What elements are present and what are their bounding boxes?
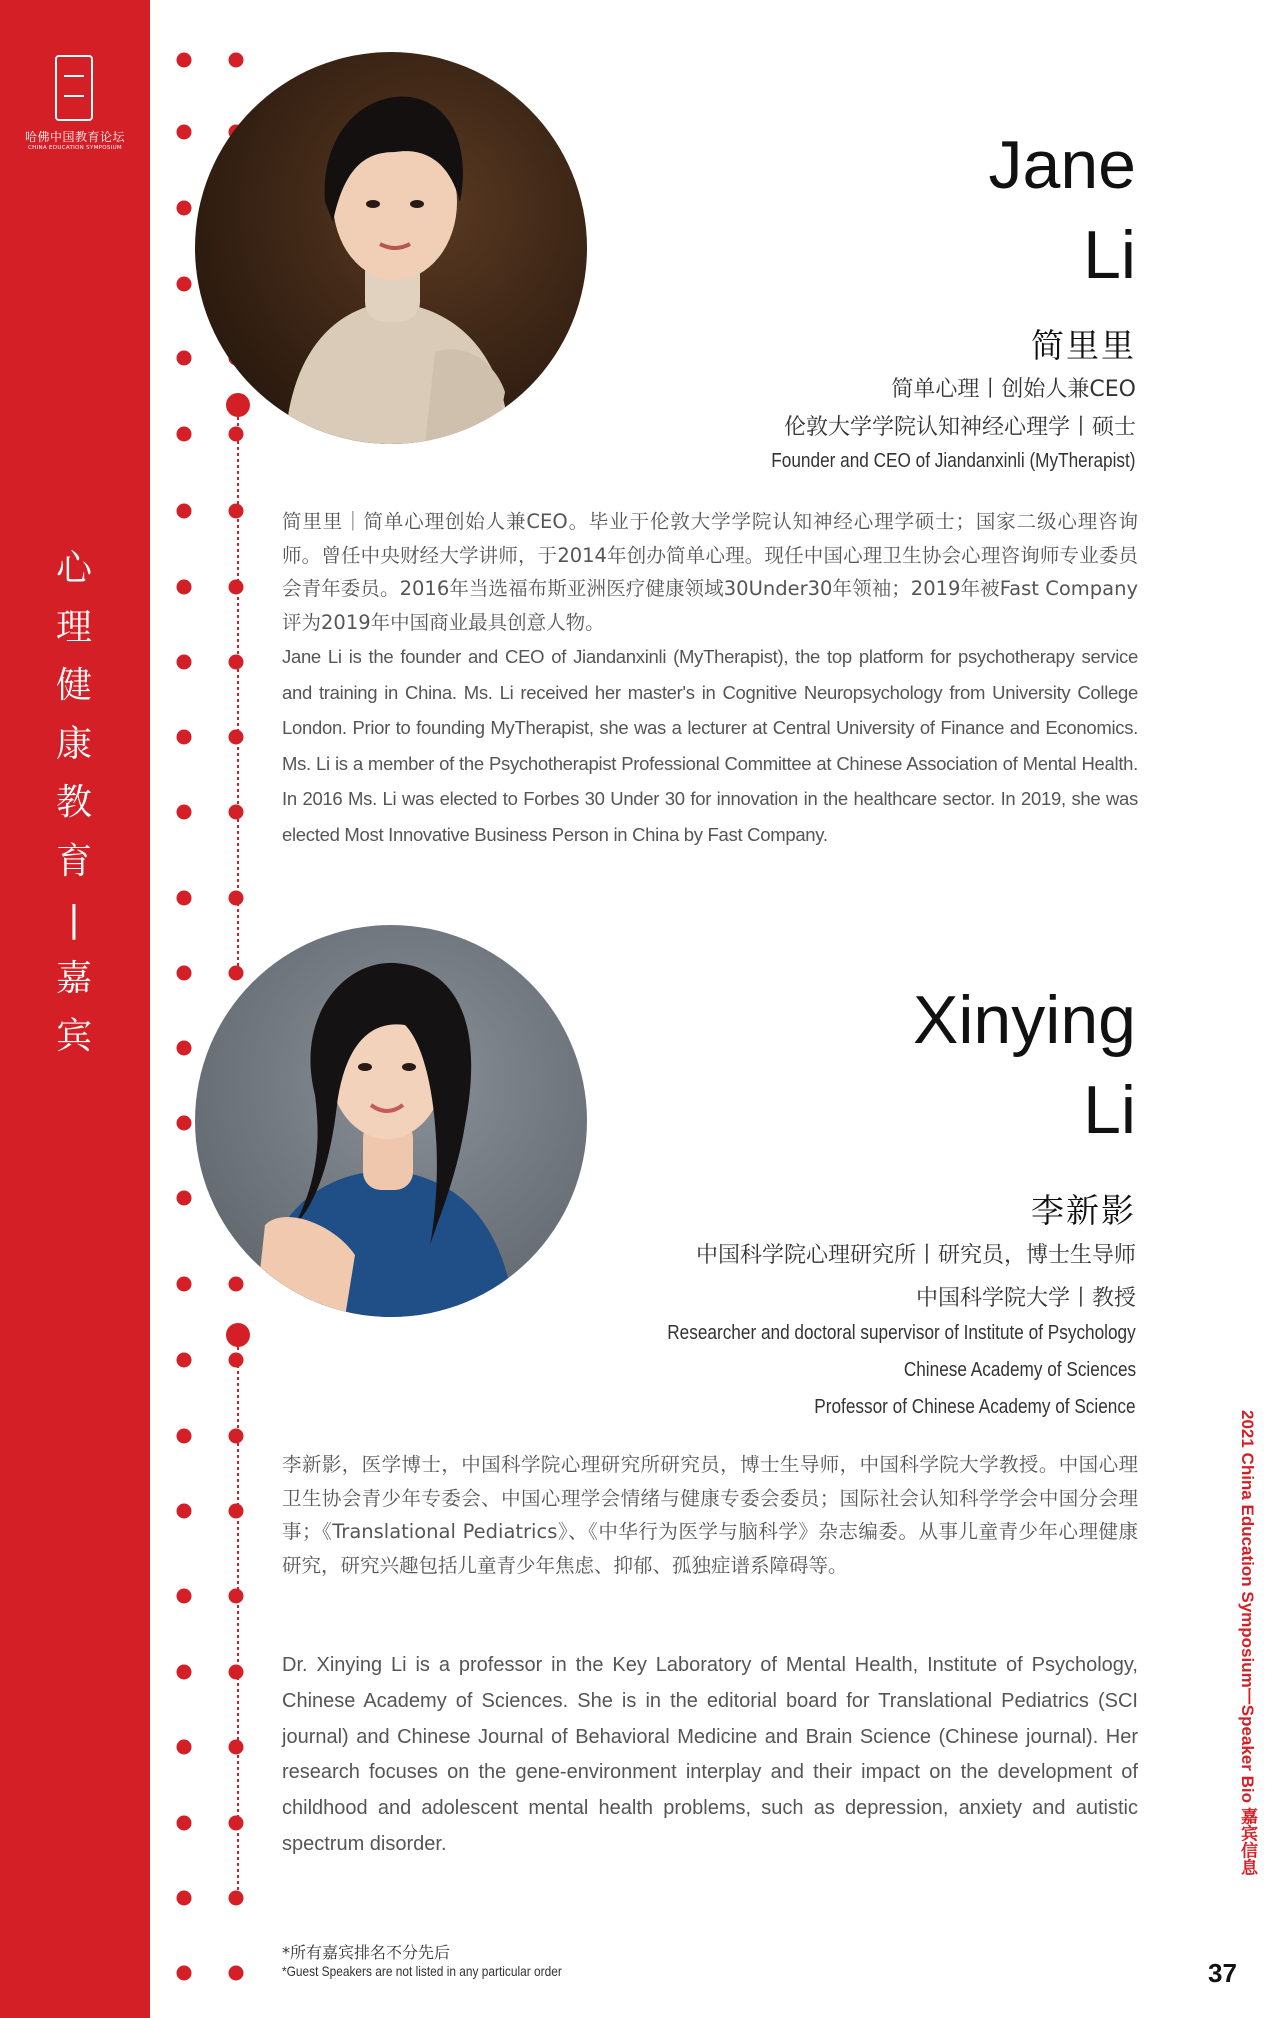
speaker-bio-cn: 李新影，医学博士，中国科学院心理研究所研究员，博士生导师，中国科学院大学教授。中国心理卫生协会青少年专委会、中国心理学会情绪与健康专委会委员；国际社会认知科学学会中国分会理事；《Translational Pediatrics》、《中华行为医学与脑科学》杂志编委。从事儿童青少年心理健康研究，研究兴趣包括儿童青少年焦虑、抑郁、孤独症谱系障碍等。 — [282, 1453, 1138, 1577]
section-title: 心 理 健 康 教 育 | 嘉 宾 — [55, 548, 92, 1057]
page-number: 37 — [1208, 1958, 1237, 1988]
right-side-banner: 2021 China Education Symposium丨Speaker Bio 嘉宾信息 — [1238, 1410, 1257, 1876]
logo-text-en: CHINA EDUCATION SYMPOSIUM — [28, 145, 122, 151]
speaker-photo-xinying-li — [195, 925, 587, 1317]
portrait-illustration — [195, 52, 587, 444]
speaker-cn-name: 李新影 — [1031, 1191, 1136, 1230]
speaker-photo-jane-li — [195, 52, 587, 444]
logo-text-cn: 哈佛中国教育论坛 — [24, 130, 125, 144]
speaker-bio-en: Dr. Xinying Li is a professor in the Key Laboratory of Mental Health, Institute of Psychology, Chinese Academy of Sciences. She is in the editorial board for Translational Pediatrics (SCI journal) and Chinese Journal of Behavioral Medicine and Brain Science (Chinese journal). Her research focuses on the gene-environment interplay and their impact on the development of childhood and adolescent mental health problems, such as depression, anxiety and autistic spectrum disorder. — [282, 1654, 1138, 1855]
speaker-bio-en: Jane Li is the founder and CEO of Jiandanxinli (MyTherapist), the top platform for psychotherapy service and training in China. Ms. Li received her master's in Cognitive Neuropsychology from University College London. Prior to founding MyTherapist, she was a lecturer at Central University of Finance and Economics. Ms. Li is a member of the Psychotherapist Professional Committee at Chinese Association of Mental Health. In 2016 Ms. Li was elected to Forbes 30 Under 30 for innovation in the healthcare sector. In 2019, she was elected Most Innovative Business Person in China by Fast Company. — [282, 646, 1138, 845]
speaker-title-cn: 简单心理丨创始人兼CEO — [891, 377, 1136, 402]
speaker-title-cn: 中国科学院大学丨教授 — [915, 1286, 1136, 1311]
footnote-en: *Guest Speakers are not listed in any particular order — [282, 1963, 562, 1979]
speaker-bio-cn: 简里里｜简单心理创始人兼CEO。毕业于伦敦大学学院认知神经心理学硕士；国家二级心理咨询师。曾任中央财经大学讲师，于2014年创办简单心理。现任中国心理卫生协会心理咨询师专业委员会青年委员。2016年当选福布斯亚洲医疗健康领域30Under30年领袖；2019年被Fast Company评为2019年中国商业最具创意人物。 — [282, 510, 1138, 634]
speaker-cn-name: 简里里 — [1031, 326, 1136, 365]
speaker-title-cn: 中国科学院心理研究所丨研究员，博士生导师 — [695, 1243, 1136, 1268]
speaker-last-name: Li — [1083, 1072, 1136, 1148]
speaker-first-name: Jane — [988, 127, 1136, 203]
speaker-title-cn: 伦敦大学学院认知神经心理学丨硕士 — [783, 415, 1136, 440]
portrait-illustration — [195, 925, 587, 1317]
speaker-title-en: Researcher and doctoral supervisor of Institute of Psychology — [667, 1322, 1136, 1344]
speaker-title-en: Professor of Chinese Academy of Science — [814, 1396, 1136, 1418]
speaker-first-name: Xinying — [912, 982, 1136, 1058]
speaker-last-name: Li — [1083, 217, 1136, 293]
footnote-cn: *所有嘉宾排名不分先后 — [282, 1943, 451, 1962]
speaker-title-en: Founder and CEO of Jiandanxinli (MyTherapist) — [771, 450, 1136, 472]
speaker-title-en: Chinese Academy of Sciences — [903, 1359, 1136, 1381]
